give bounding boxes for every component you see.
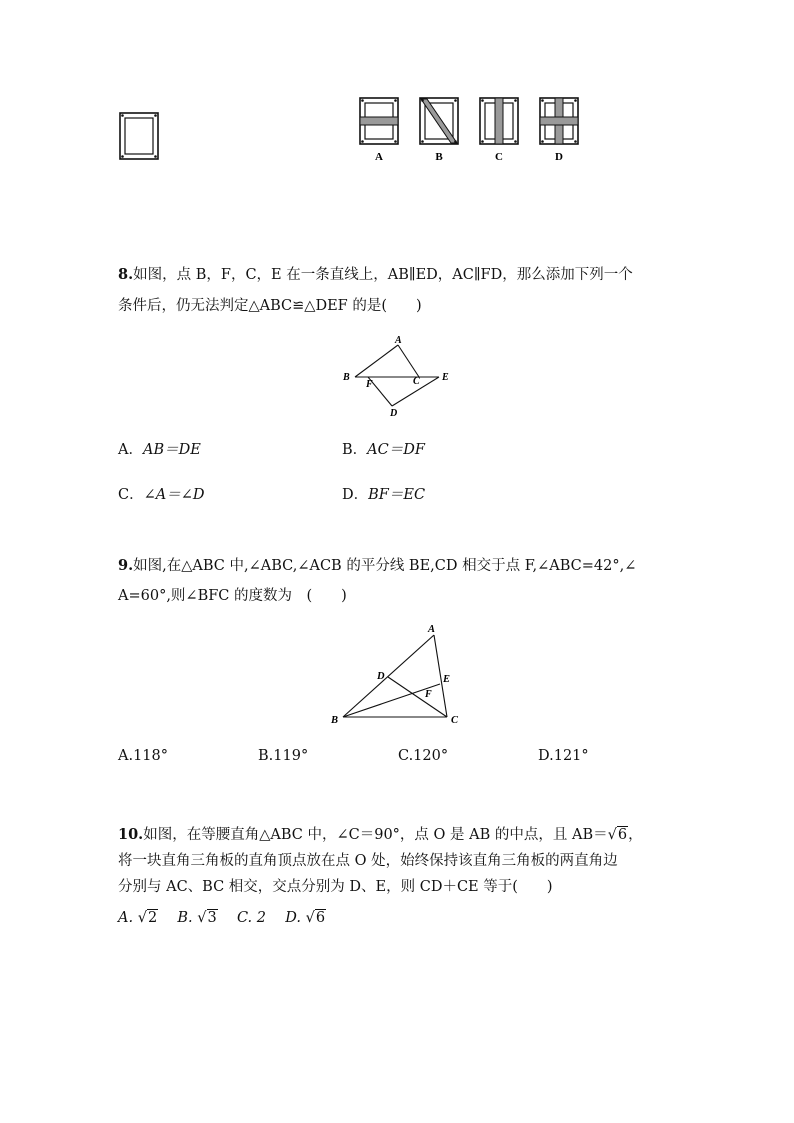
- q9-figure: [325, 622, 470, 732]
- q8-option-a-letter: A．: [118, 442, 143, 458]
- q10-option-d: [285, 909, 326, 926]
- q10-line2: [118, 848, 618, 874]
- q8-option-c-text: ∠A＝∠D: [143, 487, 205, 503]
- q9-option-a: A.118°: [118, 748, 169, 764]
- q8-option-a: [118, 438, 201, 459]
- q8-label-e: E: [442, 372, 449, 383]
- q9-line2: [118, 583, 347, 609]
- q10-option-c-text: 2: [256, 910, 267, 926]
- q10-stem-root: 6: [617, 827, 628, 843]
- q8-option-d-letter: D．: [342, 487, 369, 503]
- q10-option-b-root: 3: [207, 910, 217, 926]
- q8-stem-2: 条件后，仍无法判定△ABC≌△DEF 的是( ): [118, 298, 422, 314]
- q9-number: 9.: [118, 557, 134, 574]
- q10-option-d-root: 6: [315, 910, 326, 926]
- q8-option-c-letter: C．: [118, 487, 144, 503]
- q10-stem-2: 将一块直角三角板的直角顶点放在点 O 处，始终保持该直角三角板的两直角边: [118, 853, 618, 869]
- q10-option-d-letter: D.: [285, 910, 301, 926]
- q8-option-a-text: AB＝DE: [142, 442, 201, 458]
- q10-number: 10.: [118, 826, 144, 843]
- q10-option-c: [237, 910, 266, 926]
- q9-line1: [118, 553, 636, 579]
- sqrt-sign-icon: √: [305, 910, 315, 926]
- q9-label-a: A: [428, 624, 436, 635]
- q10-option-a-letter: A.: [118, 910, 134, 926]
- frame-option-c: [480, 98, 518, 144]
- q8-option-b-text: AC＝DF: [367, 442, 425, 458]
- frame-option-b: [420, 98, 458, 144]
- frame-option-a: [360, 98, 398, 144]
- q10-stem-1: 如图，在等腰直角△ABC 中，∠C＝90°，点 O 是 AB 的中点，且 AB＝: [143, 827, 608, 843]
- q8-stem-1: 如图，点 B，F，C，E 在一条直线上，AB∥ED，AC∥FD，那么添加下列一个: [133, 267, 633, 283]
- q9-option-b: B.119°: [258, 748, 309, 764]
- q8-line1: [118, 262, 633, 288]
- q9-label-f: F: [425, 689, 432, 700]
- sqrt-sign-icon: √: [197, 910, 207, 926]
- frame-original: [120, 113, 158, 159]
- q10-options: [118, 910, 326, 926]
- q10-line3: [118, 874, 553, 900]
- q9-stem-2: A=60°,则∠BFC 的度数为 ( ): [118, 588, 347, 604]
- q10-line1: [118, 822, 643, 848]
- q9-option-d: D.121°: [538, 748, 589, 764]
- frame-label-a: A: [375, 151, 383, 163]
- q8-label-a: A: [395, 335, 402, 346]
- q8-option-d-text: BF＝EC: [368, 487, 426, 503]
- q8-line2: [118, 293, 422, 319]
- q10-option-b-letter: B.: [177, 910, 193, 926]
- q8-label-d: D: [390, 408, 398, 419]
- q8-option-b-letter: B．: [342, 442, 368, 458]
- frame-label-b: B: [435, 151, 443, 163]
- frame-label-d: D: [555, 151, 563, 163]
- q9-option-c: C.120°: [398, 748, 449, 764]
- q8-figure: [335, 332, 465, 422]
- frame-label-c: C: [495, 151, 503, 163]
- q8-option-b: [342, 438, 425, 459]
- q9-label-e: E: [443, 674, 451, 685]
- q8-label-b: B: [343, 372, 350, 383]
- sqrt-sign-icon: √: [607, 827, 617, 843]
- frame-figure: [110, 90, 610, 170]
- q9-stem-1: 如图,在△ABC 中,∠ABC,∠ACB 的平分线 BE,CD 相交于点 F,∠ABC=42°,∠: [133, 558, 637, 574]
- q10-option-b: [177, 909, 217, 926]
- q9-label-b: B: [331, 715, 339, 726]
- q10-stem-3: 分别与 AC、BC 相交，交点分别为 D、E，则 CD＋CE 等于( ): [118, 879, 553, 895]
- q8-option-c: [118, 483, 205, 504]
- frame-option-d: [540, 98, 578, 144]
- q9-label-d: D: [377, 671, 385, 682]
- q10-option-c-letter: C.: [236, 910, 253, 926]
- q10-option-a: [118, 909, 158, 926]
- q10-option-a-root: 2: [147, 910, 158, 926]
- q8-label-f: F: [366, 379, 373, 390]
- q8-number: 8.: [118, 266, 134, 283]
- q8-option-d: [342, 483, 425, 504]
- sqrt-sign-icon: √: [137, 910, 147, 926]
- q10-stem-1-end: ，: [628, 827, 643, 843]
- q8-label-c: C: [413, 376, 420, 387]
- q9-label-c: C: [451, 715, 459, 726]
